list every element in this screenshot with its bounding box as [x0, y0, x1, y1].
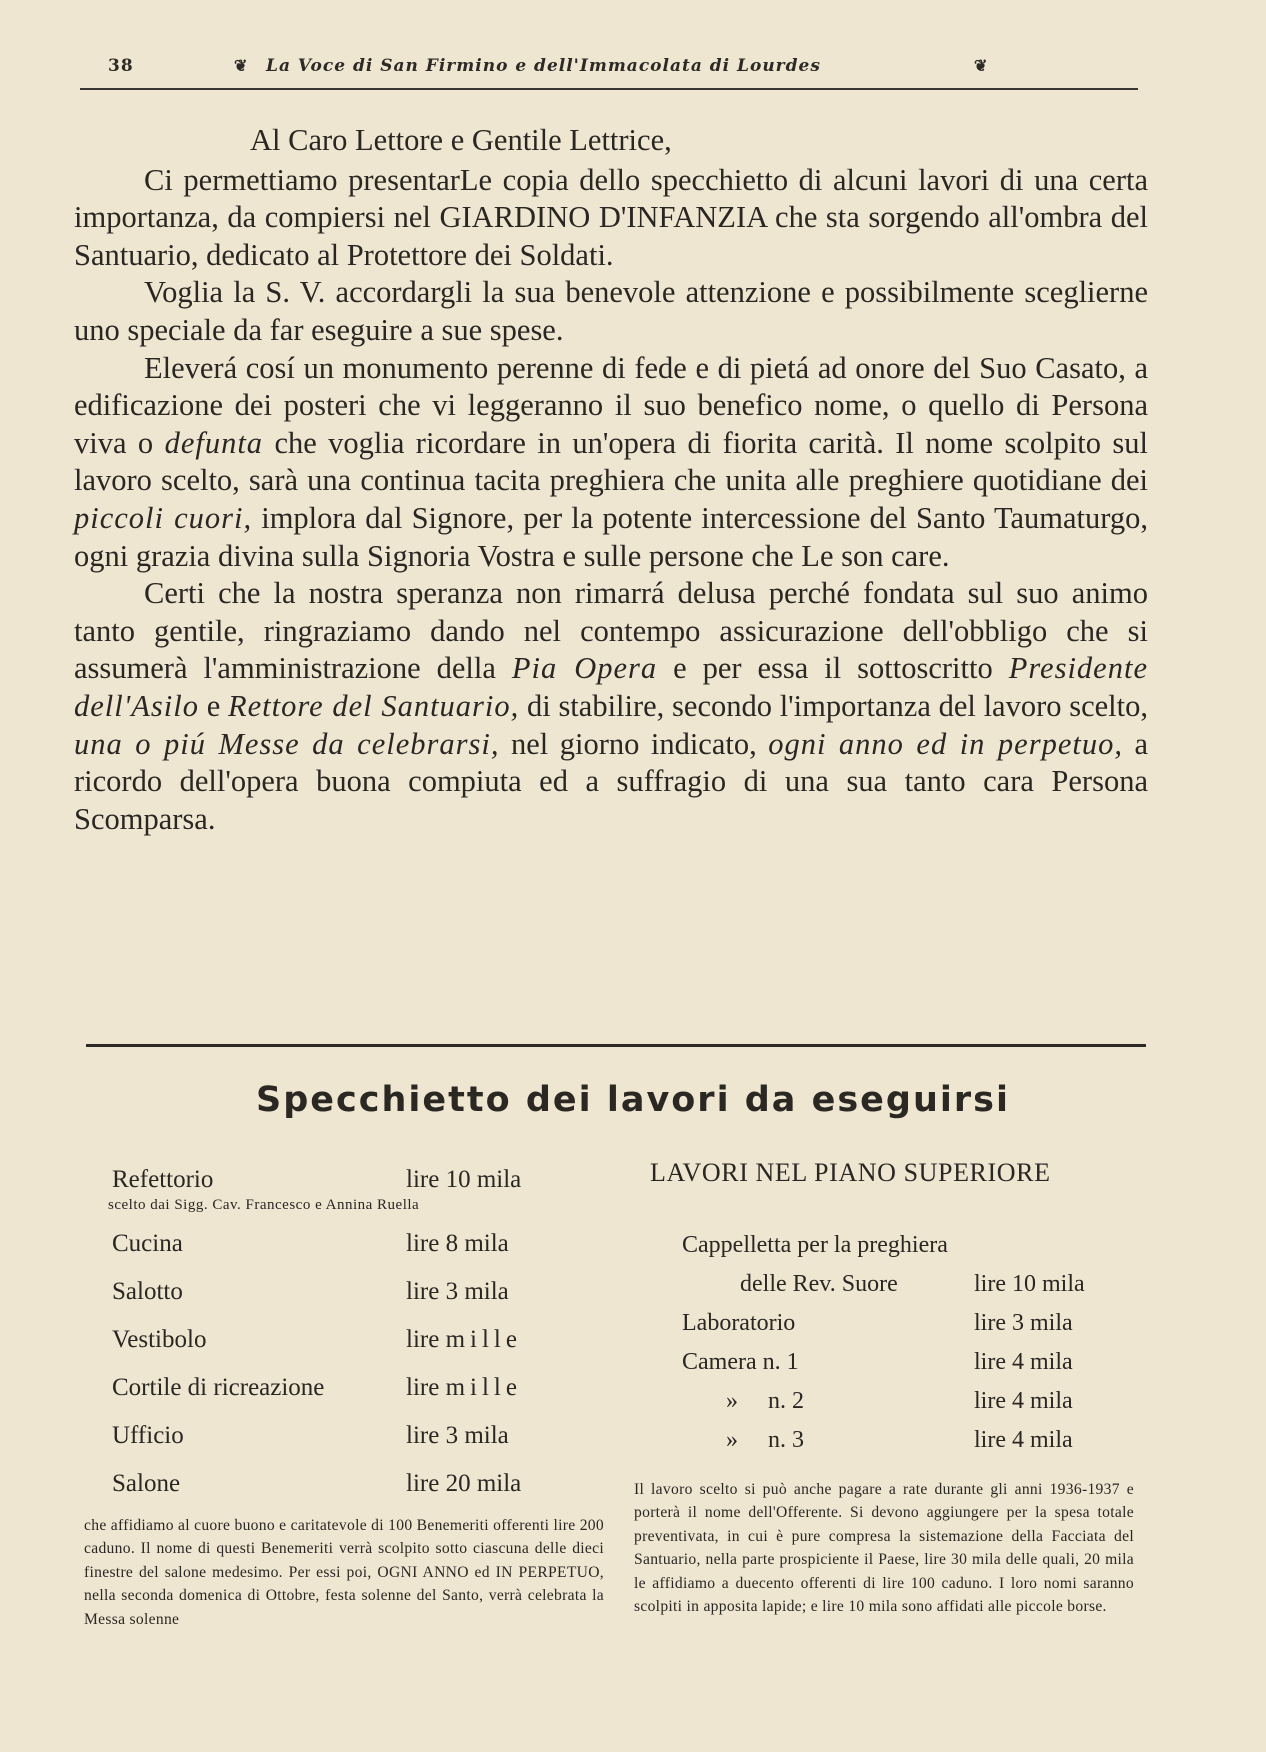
work-item: [108, 1318, 594, 1366]
donor-note: scelto dai Sigg. Cav. Francesco e Annina Ruella: [108, 1197, 420, 1213]
price-value: mille: [445, 1374, 522, 1401]
upper-floor-title: LAVORI NEL PIANO SUPERIORE: [650, 1158, 1051, 1187]
italic-text: defunta: [164, 425, 264, 460]
work-name: Ufficio: [112, 1422, 184, 1449]
paragraph-1: Ci permettiamo presentarLe copia dello specchietto di alcuni lavori di una certa importanza, da compiersi nel GIARDINO D'INFANZIA che sta sorgendo all'ombra del Santuario, dedicato al Protettore dei Soldati.: [74, 162, 1148, 272]
work-item: [634, 1388, 1134, 1427]
fleuron-icon: ❦: [974, 56, 989, 75]
work-name: » n. 2: [726, 1388, 804, 1414]
work-name: Cucina: [112, 1230, 183, 1257]
work-name: Salone: [112, 1470, 181, 1497]
page-number: 38: [108, 56, 134, 76]
work-name: delle Rev. Suore: [740, 1271, 898, 1297]
section-title: Specchietto dei lavori da eseguirsi: [256, 1080, 1010, 1120]
work-name: » n. 3: [726, 1427, 804, 1453]
work-name: Refettorio: [112, 1166, 214, 1193]
work-item: [634, 1310, 1134, 1349]
work-price: lire 3 mila: [974, 1310, 1073, 1336]
work-item: [108, 1270, 594, 1318]
paragraph-2: Voglia la S. V. accordargli la sua benevole attenzione e possibilmente sceglierne uno speciale da far eseguire a sue spese.: [74, 275, 1148, 347]
upper-floor-works: [634, 1158, 1134, 1618]
work-price: lire 4 mila: [974, 1427, 1073, 1453]
work-price: lire 20 mila: [406, 1470, 522, 1497]
italic-text: ogni anno ed in perpetuo,: [768, 726, 1123, 761]
italic-text: Presidente dell'Asilo: [74, 651, 1148, 723]
work-price: lire 4 mila: [974, 1349, 1073, 1375]
work-name: Laboratorio: [682, 1310, 796, 1336]
price-unit: lire: [406, 1326, 440, 1353]
work-item: [108, 1158, 594, 1192]
fleuron-icon: ❦: [234, 56, 249, 75]
text-run: a ricordo dell'opera buona compiuta ed a suffragio di una sua tanto cara Persona Scomparsa.: [74, 726, 1149, 836]
journal-title: La Voce di San Firmino e dell'Immacolata di Lourdes: [266, 56, 821, 76]
text-run: implora dal Signore, per la potente intercessione del Santo Taumaturgo, ogni grazia divina sulla Signoria Vostra e sulle persone che Le son care.: [74, 500, 1148, 573]
italic-text: una o piú Messe da celebrarsi,: [74, 726, 500, 761]
work-price: [406, 1326, 522, 1354]
italic-text: piccoli cuori,: [74, 500, 253, 535]
work-price: lire 8 mila: [406, 1230, 509, 1257]
work-item: [108, 1462, 594, 1510]
ground-floor-works: [84, 1158, 604, 1631]
work-item: [108, 1414, 594, 1462]
salutation: Al Caro Lettore e Gentile Lettrice,: [250, 123, 672, 157]
work-item: [634, 1427, 1134, 1466]
work-price: lire 10 mila: [406, 1166, 522, 1193]
work-item: [634, 1271, 1134, 1310]
work-name: Cappelletta per la preghiera: [682, 1232, 948, 1258]
text-run: Eleverá cosí un monumento perenne di fede e di pietá ad onore del Suo Casato, a edificazione dei posteri che vi leggeranno il suo benefico nome, o quello di Persona viva o: [74, 350, 1148, 460]
work-price: lire 10 mila: [974, 1271, 1085, 1297]
price-value: mille: [445, 1326, 522, 1353]
section-rule: [86, 1044, 1146, 1047]
work-item: [634, 1349, 1134, 1388]
work-name: Vestibolo: [112, 1326, 207, 1353]
work-price: lire 3 mila: [406, 1278, 509, 1305]
work-price: [406, 1374, 522, 1402]
italic-text: Rettore del Santuario,: [227, 688, 520, 723]
work-price: lire 3 mila: [406, 1422, 509, 1449]
text-run: Certi che la nostra speranza non rimarrá delusa perché fondata sul suo animo tanto gentile, ringraziamo dando nel contempo assicurazione dell'obbligo che si assumerà l'amministrazione della: [74, 576, 1148, 686]
work-name: Cortile di ricreazione: [112, 1374, 325, 1401]
work-item: [634, 1232, 1134, 1271]
price-unit: lire: [406, 1374, 440, 1401]
work-name: Camera n. 1: [682, 1349, 799, 1375]
work-name: Salotto: [112, 1278, 183, 1305]
text-run: di stabilire, secondo l'importanza del lavoro scelto,: [519, 688, 1148, 723]
text-run: e: [198, 688, 228, 723]
header-rule: [80, 88, 1138, 90]
paragraph-4: [74, 575, 1148, 838]
work-item: [108, 1366, 594, 1414]
italic-text: Pia Opera: [511, 651, 658, 686]
letter: [74, 122, 1148, 838]
paragraph-3: [74, 350, 1148, 576]
work-price: lire 4 mila: [974, 1388, 1073, 1414]
text-run: nel giorno indicato,: [499, 726, 769, 761]
salone-note: che affidiamo al cuore buono e caritatevole di 100 Benemeriti offerenti lire 200 caduno. Il nome di questi Benemeriti verrà scolpito sotto ciascuna delle dieci finestre del salone medesimo. Per essi poi, OGNI ANNO ed IN PERPETUO, nella seconda domenica di Ottobre, festa solenne del Santo, verrà celebrata la Messa solenne: [84, 1517, 604, 1628]
text-run: che voglia ricordare in un'opera di fiorita carità. Il nome scolpito sul lavoro scelto, sarà una continua tacita preghiera che unita alle preghiere quotidiane dei: [74, 425, 1149, 498]
text-run: e per essa il sottoscritto: [657, 651, 1009, 686]
payment-note: Il lavoro scelto si può anche pagare a rate durante gli anni 1936-1937 e porterà il nome dell'Offerente. Si devono aggiungere per la spesa totale preventivata, in cui è pure compresa la sistemazione della Facciata del Santuario, nella parte prospiciente il Paese, lire 30 mila delle quali, 20 mila le affidiamo a duecento offerenti di lire 100 caduno. I loro nomi saranno scolpiti in apposita lapide; e lire 10 mila sono affidati alle piccole borse.: [634, 1481, 1134, 1616]
work-item: [108, 1222, 594, 1270]
running-header: [94, 56, 1152, 80]
